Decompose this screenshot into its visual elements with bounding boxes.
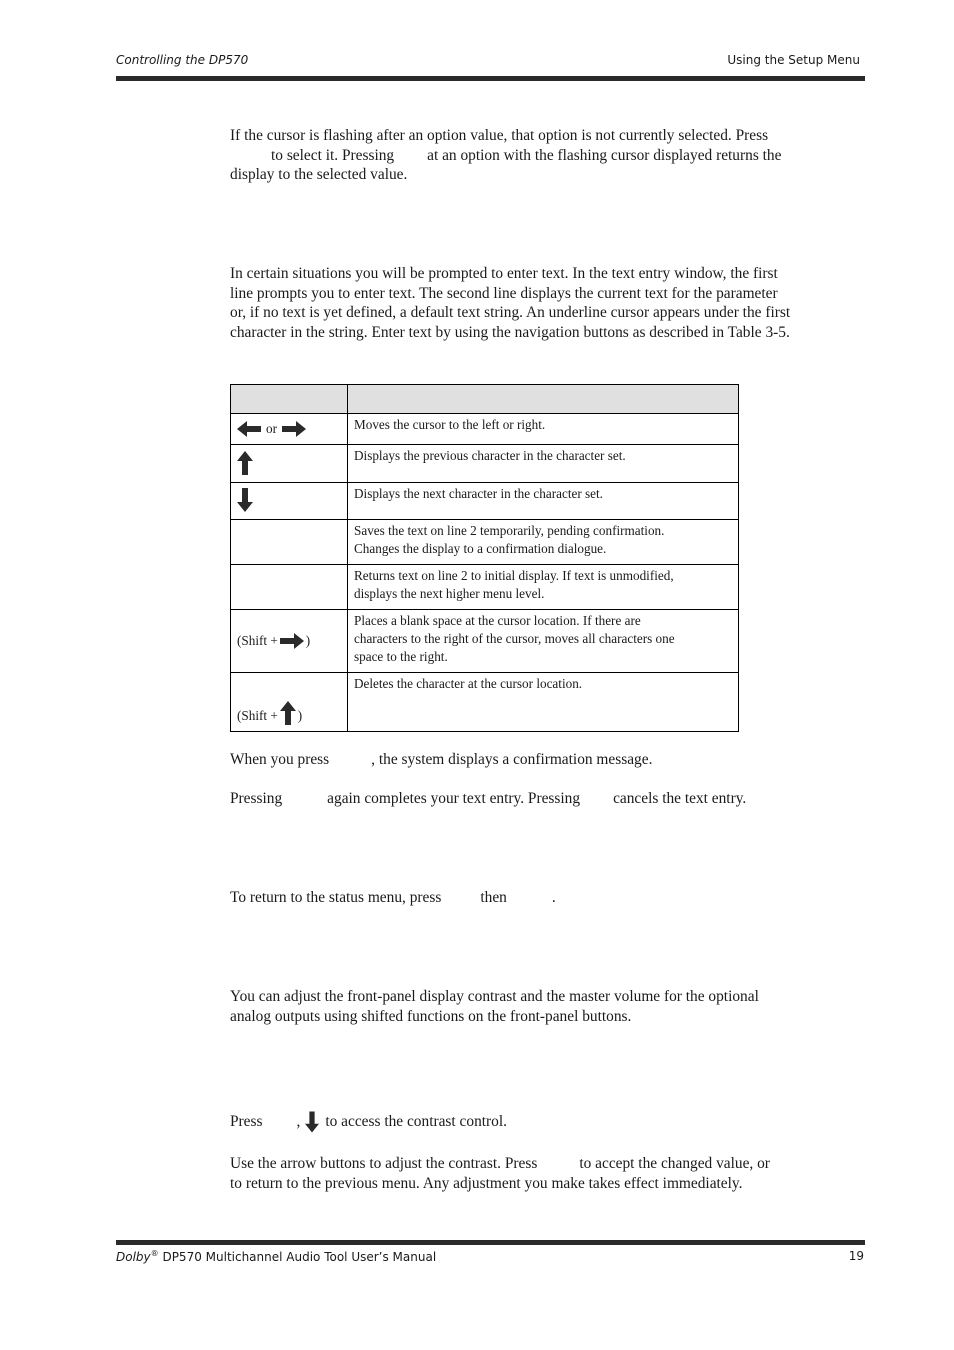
table-row [231, 520, 739, 565]
key-cell [231, 445, 348, 483]
paragraph-complete: Pressing again completes your text entry. Pressing cancels the text entry. [230, 790, 747, 807]
brand-name: Dolby [116, 1250, 151, 1264]
shift-prefix: (Shift + [237, 633, 278, 648]
description-line: Places a blank space at the cursor location. If there are [354, 613, 641, 628]
table-row [231, 483, 739, 520]
description-cell: Displays the next character in the character set. [348, 483, 739, 520]
left-arrow-icon [237, 421, 261, 437]
down-arrow-icon [305, 1110, 319, 1134]
table-row [231, 565, 739, 610]
paragraph-adjust [230, 987, 870, 1026]
paragraph-text-entry [230, 264, 870, 342]
description-cell: Moves the cursor to the left or right. [348, 414, 739, 445]
text-line: analog outputs using shifted functions on the front-panel buttons. [230, 1007, 632, 1025]
manual-title: DP570 Multichannel Audio Tool User’s Manual [158, 1250, 437, 1264]
text-line: to select it. Pressing at an option with the flashing cursor displayed returns the [271, 146, 782, 164]
down-arrow-icon [237, 488, 253, 512]
text-line: If the cursor is flashing after an option value, that option is not currently selected. Press [230, 127, 769, 144]
key-cell [231, 483, 348, 520]
description-line: Returns text on line 2 to initial display. If text is unmodified, [354, 568, 674, 583]
or-label: or [266, 421, 277, 436]
description-line: Changes the display to a confirmation dialogue. [354, 541, 607, 556]
description-cell [348, 610, 739, 673]
shift-suffix: ) [305, 633, 311, 648]
text-line: In certain situations you will be prompted to enter text. In the text entry window, the first [230, 265, 778, 282]
running-header-right: Using the Setup Menu [727, 53, 860, 67]
table-row [231, 414, 739, 445]
running-header-left: Controlling the DP570 [116, 53, 249, 67]
paragraph-press-contrast: Press , to access the contrast control. [230, 1110, 870, 1134]
key-cell [231, 565, 348, 610]
navigation-buttons-table [230, 384, 739, 732]
table-row [231, 445, 739, 483]
table-header-row [231, 385, 739, 414]
text-line: You can adjust the front-panel display contrast and the master volume for the optional [230, 988, 759, 1005]
up-arrow-icon [280, 701, 296, 725]
text-line: or, if no text is yet defined, a default text string. An underline cursor appears under the first [230, 304, 791, 321]
key-cell [231, 414, 348, 445]
table-header-cell [231, 385, 348, 414]
shift-prefix: (Shift + [237, 708, 278, 723]
description-line: displays the next higher menu level. [354, 586, 545, 601]
text-line: to return to the previous menu. Any adjustment you make takes effect immediately. [230, 1174, 743, 1192]
paragraph-status-return: To return to the status menu, press then . [230, 889, 556, 906]
description-cell [348, 565, 739, 610]
key-cell [231, 520, 348, 565]
right-arrow-icon [280, 633, 304, 649]
text-line: character in the string. Enter text by using the navigation buttons as described in Table 3-5. [230, 323, 790, 341]
page-number: 19 [848, 1249, 864, 1263]
shift-suffix: ) [297, 708, 303, 723]
footer-title [116, 1249, 436, 1264]
text-line: display to the selected value. [230, 166, 408, 183]
description-cell: Displays the previous character in the character set. [348, 445, 739, 483]
description-cell [348, 520, 739, 565]
table-row [231, 610, 739, 673]
table-header-cell [348, 385, 739, 414]
header-rule [116, 76, 865, 81]
paragraph-confirm: When you press , the system displays a confirmation message. [230, 751, 653, 768]
footer-rule [116, 1240, 865, 1245]
key-cell [231, 673, 348, 732]
registered-mark: ® [150, 1249, 159, 1258]
key-cell [231, 610, 348, 673]
description-line: space to the right. [354, 649, 448, 664]
paragraph-use-arrows: Use the arrow buttons to adjust the contrast. Press to accept the changed value, or to return to the previous menu. Any adjustment you make takes effect immediately. [230, 1154, 870, 1193]
paragraph-flashing-cursor [230, 126, 870, 185]
table-row [231, 673, 739, 732]
up-arrow-icon [237, 451, 253, 475]
right-arrow-icon [282, 421, 306, 437]
description-cell: Deletes the character at the cursor location. [348, 673, 739, 732]
text-line: line prompts you to enter text. The second line displays the current text for the parameter [230, 284, 778, 302]
description-line: characters to the right of the cursor, moves all characters one [354, 631, 675, 646]
description-line: Saves the text on line 2 temporarily, pending confirmation. [354, 523, 665, 538]
